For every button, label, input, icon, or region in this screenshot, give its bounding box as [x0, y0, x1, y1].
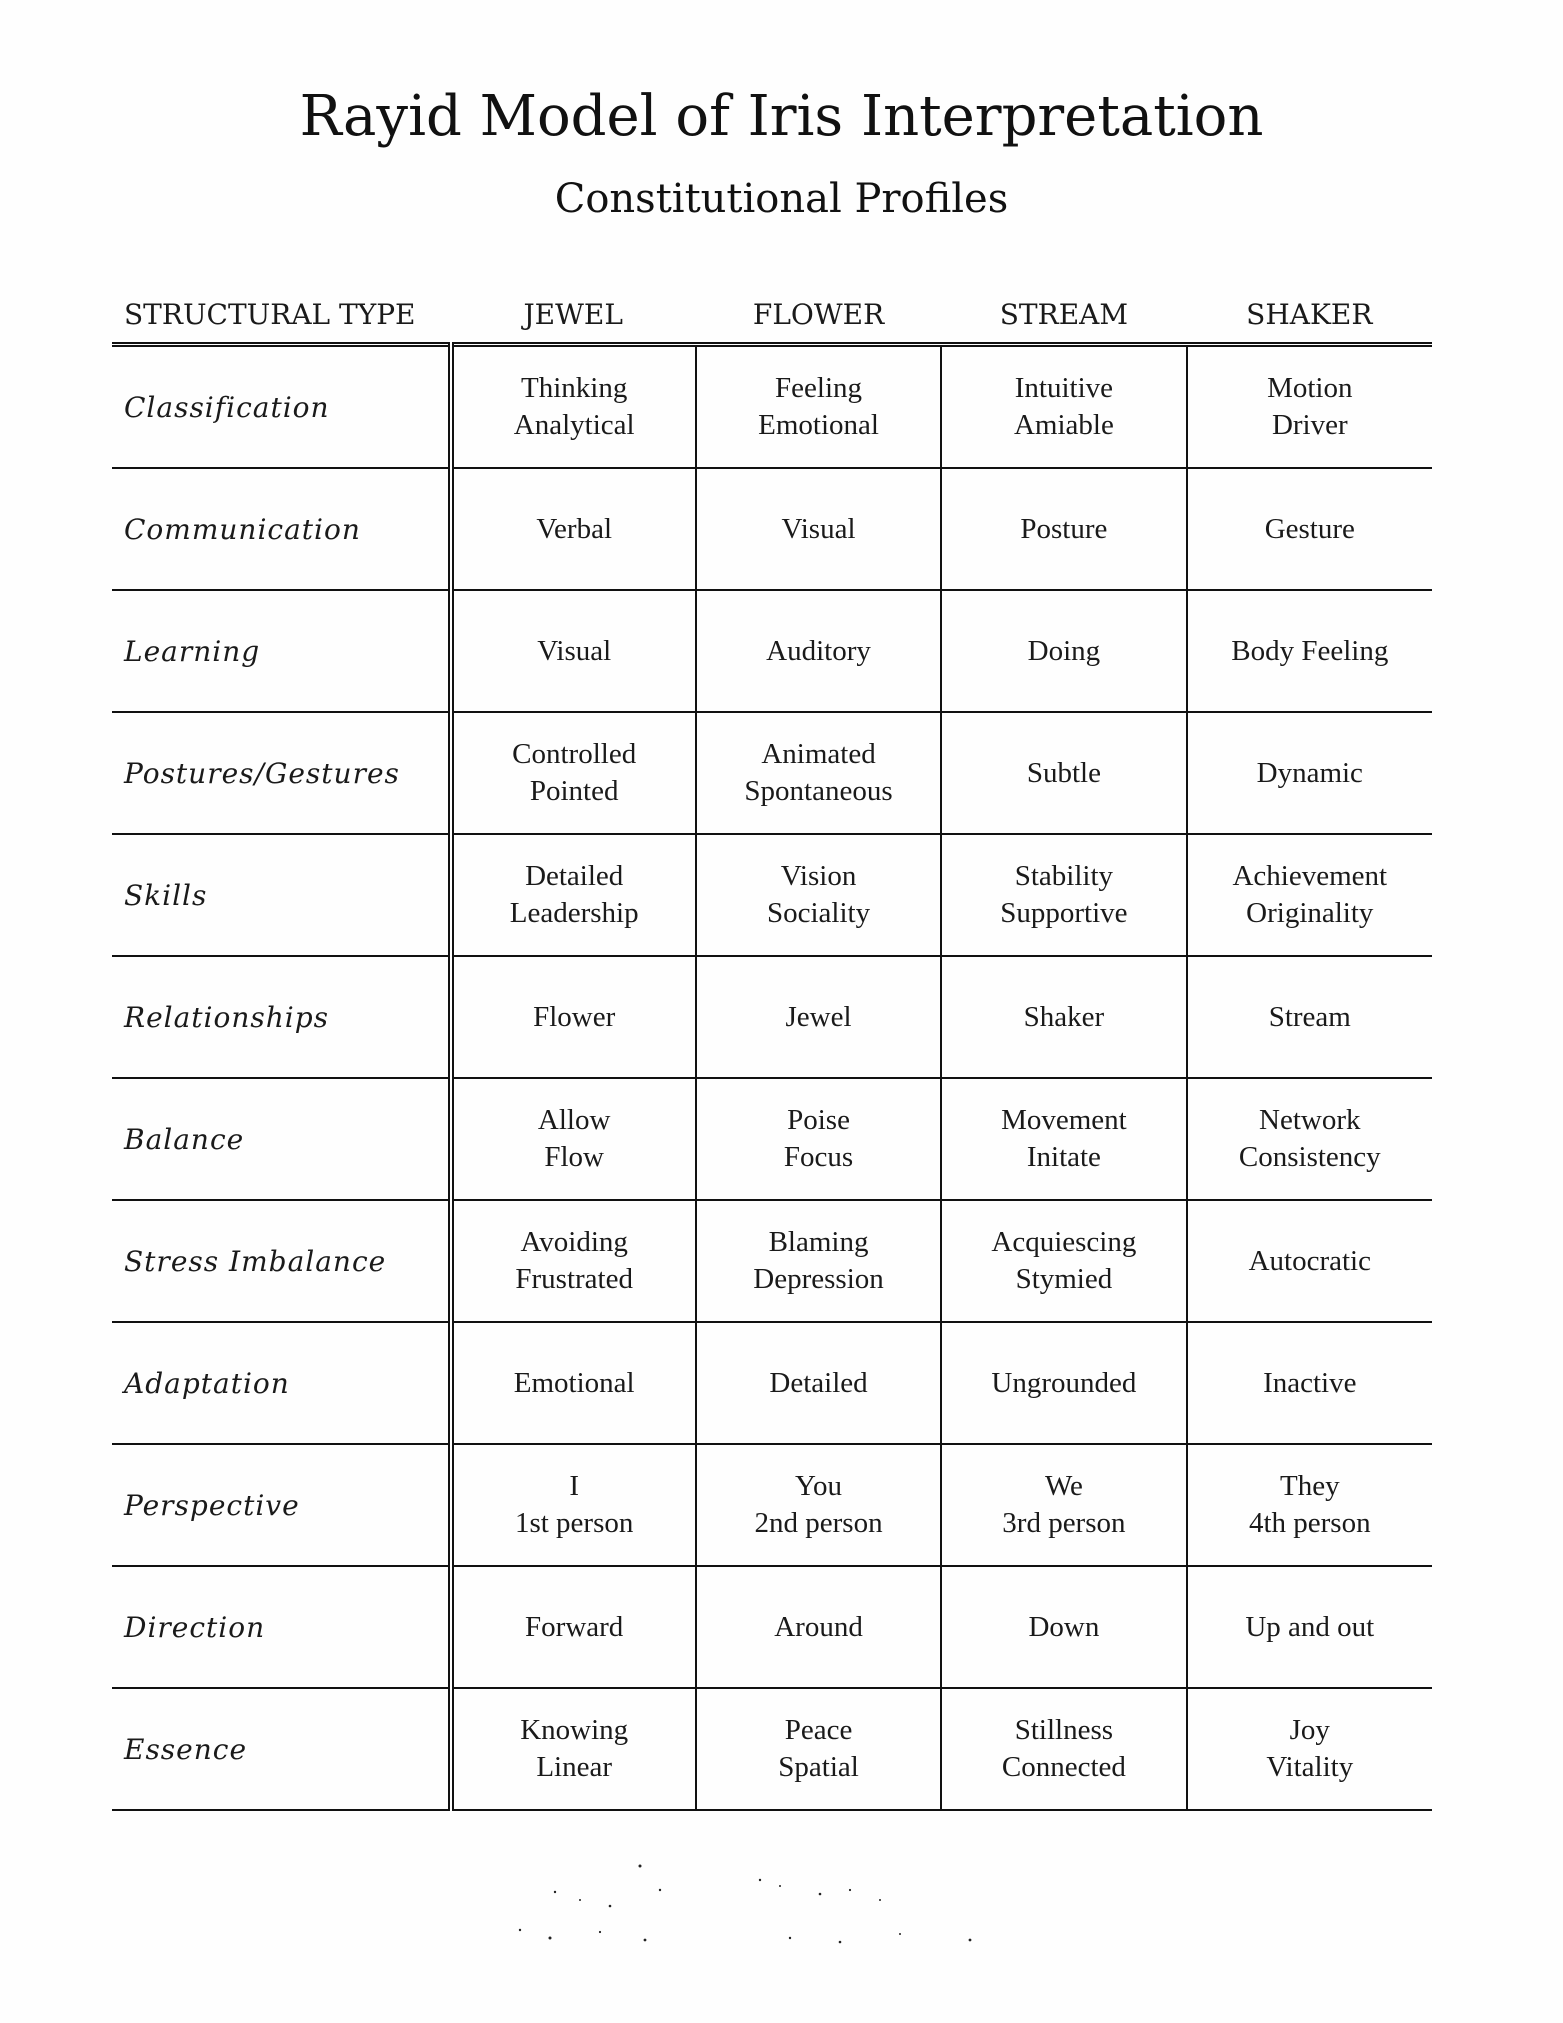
table-cell-stream: [941, 1566, 1186, 1688]
table-cell-shaker: [1187, 1322, 1432, 1444]
table-body: [112, 345, 1432, 1811]
cell-text: Spontaneous: [744, 775, 893, 807]
table-cell-flower: [696, 590, 941, 712]
cell-text: Poise: [787, 1104, 850, 1136]
cell-text: Initate: [1026, 1141, 1101, 1173]
cell-text: Leadership: [509, 897, 639, 929]
cell-text: Originality: [1246, 897, 1374, 929]
row-label: Stress Imbalance: [112, 1200, 451, 1322]
table-cell-flower: [696, 712, 941, 834]
cell-text: Feeling: [775, 372, 863, 404]
table-cell-flower: [696, 1322, 941, 1444]
table-cell-jewel: [451, 1078, 696, 1200]
profiles-table: [112, 286, 1432, 1811]
table-cell-flower: [696, 345, 941, 469]
column-header-structural-type: STRUCTURAL TYPE: [112, 286, 451, 345]
cell-text: 1st person: [514, 1507, 634, 1539]
cell-text: 4th person: [1248, 1507, 1371, 1539]
column-header-stream: STREAM: [941, 286, 1186, 345]
table-cell-jewel: [451, 345, 696, 469]
table-row: [112, 590, 1432, 712]
cell-text: Shaker: [1023, 1000, 1105, 1033]
table-cell-shaker: [1187, 956, 1432, 1078]
scan-noise-specks: [460, 1860, 1060, 1950]
cell-text: Intuitive: [1014, 372, 1114, 404]
cell-text: Autocratic: [1248, 1244, 1371, 1277]
row-label: Direction: [112, 1566, 451, 1688]
table-cell-stream: [941, 1444, 1186, 1566]
cell-text: Emotional: [758, 409, 879, 441]
table-cell-jewel: [451, 1688, 696, 1810]
cell-text: Forward: [525, 1610, 624, 1643]
table-cell-flower: [696, 1688, 941, 1810]
table-row: [112, 834, 1432, 956]
cell-text: Stymied: [1015, 1263, 1113, 1295]
cell-text: Stillness: [1014, 1714, 1114, 1746]
column-header-shaker: SHAKER: [1187, 286, 1432, 345]
cell-text: Down: [1028, 1610, 1100, 1643]
cell-text: Linear: [536, 1751, 613, 1783]
column-header-jewel: JEWEL: [451, 286, 696, 345]
table-cell-flower: [696, 1078, 941, 1200]
table-cell-shaker: [1187, 1200, 1432, 1322]
table-row: [112, 956, 1432, 1078]
cell-text: Flow: [544, 1141, 604, 1173]
table-cell-jewel: [451, 956, 696, 1078]
cell-text: 3rd person: [1002, 1507, 1126, 1539]
table-cell-jewel: [451, 1444, 696, 1566]
cell-text: We: [1044, 1470, 1083, 1502]
cell-text: Dynamic: [1256, 756, 1363, 789]
cell-text: Controlled: [512, 738, 637, 770]
cell-text: I: [569, 1470, 580, 1502]
cell-text: Acquiescing: [991, 1226, 1137, 1258]
table-cell-stream: [941, 1078, 1186, 1200]
table-cell-flower: [696, 468, 941, 590]
cell-text: Driver: [1271, 409, 1348, 441]
cell-text: Amiable: [1013, 409, 1114, 441]
cell-text: Sociality: [766, 897, 871, 929]
cell-text: Verbal: [536, 512, 613, 545]
cell-text: Knowing: [520, 1714, 629, 1746]
cell-text: They: [1279, 1470, 1340, 1502]
table-cell-jewel: [451, 834, 696, 956]
cell-text: Up and out: [1245, 1610, 1375, 1643]
cell-text: Stream: [1268, 1000, 1351, 1033]
table-row: [112, 1566, 1432, 1688]
table-cell-flower: [696, 956, 941, 1078]
column-header-flower: FLOWER: [696, 286, 941, 345]
table-row: [112, 1322, 1432, 1444]
table-cell-jewel: [451, 1322, 696, 1444]
cell-text: Visual: [781, 512, 856, 545]
table-cell-jewel: [451, 712, 696, 834]
cell-text: Connected: [1001, 1751, 1126, 1783]
table-header-row: [112, 286, 1432, 345]
row-label: Classification: [112, 345, 451, 469]
row-label: Skills: [112, 834, 451, 956]
table-cell-stream: [941, 345, 1186, 469]
cell-text: Subtle: [1026, 756, 1101, 789]
cell-text: Visual: [537, 634, 612, 667]
table-cell-flower: [696, 1200, 941, 1322]
cell-text: Body Feeling: [1231, 634, 1389, 667]
page-title: Rayid Model of Iris Interpretation: [299, 84, 1264, 149]
cell-text: Detailed: [525, 860, 624, 892]
row-label: Perspective: [112, 1444, 451, 1566]
cell-text: Blaming: [768, 1226, 869, 1258]
table-cell-shaker: [1187, 590, 1432, 712]
row-label: Relationships: [112, 956, 451, 1078]
cell-text: Depression: [753, 1263, 884, 1295]
table-cell-stream: [941, 834, 1186, 956]
table-cell-stream: [941, 1200, 1186, 1322]
cell-text: Gesture: [1264, 512, 1355, 545]
row-label: Essence: [112, 1688, 451, 1810]
cell-text: Animated: [761, 738, 876, 770]
cell-text: Pointed: [529, 775, 619, 807]
cell-text: You: [795, 1470, 843, 1502]
cell-text: Avoiding: [520, 1226, 628, 1258]
table-cell-stream: [941, 1322, 1186, 1444]
cell-text: Around: [774, 1610, 863, 1643]
cell-text: Jewel: [785, 1000, 852, 1033]
table-cell-flower: [696, 1566, 941, 1688]
table-cell-stream: [941, 468, 1186, 590]
cell-text: Emotional: [513, 1366, 635, 1399]
row-label: Adaptation: [112, 1322, 451, 1444]
cell-text: Ungrounded: [991, 1366, 1137, 1399]
table-row: [112, 1444, 1432, 1566]
table-cell-shaker: [1187, 1078, 1432, 1200]
cell-text: Consistency: [1238, 1141, 1381, 1173]
cell-text: Detailed: [769, 1366, 868, 1399]
cell-text: Motion: [1267, 372, 1353, 404]
cell-text: Auditory: [766, 634, 871, 667]
table-cell-flower: [696, 1444, 941, 1566]
cell-text: Achievement: [1232, 860, 1388, 892]
cell-text: Vision: [780, 860, 857, 892]
table-cell-shaker: [1187, 712, 1432, 834]
table-row: [112, 1688, 1432, 1810]
cell-text: Posture: [1020, 512, 1108, 545]
table-cell-jewel: [451, 1200, 696, 1322]
row-label: Communication: [112, 468, 451, 590]
cell-text: Frustrated: [515, 1263, 633, 1295]
cell-text: Movement: [1001, 1104, 1127, 1136]
table-cell-shaker: [1187, 1444, 1432, 1566]
table-cell-stream: [941, 590, 1186, 712]
cell-text: Allow: [537, 1104, 611, 1136]
table-cell-stream: [941, 712, 1186, 834]
table-cell-jewel: [451, 590, 696, 712]
row-label: Learning: [112, 590, 451, 712]
cell-text: Network: [1259, 1104, 1361, 1136]
table-cell-shaker: [1187, 1566, 1432, 1688]
table-row: [112, 1200, 1432, 1322]
cell-text: Doing: [1027, 634, 1101, 667]
table-cell-stream: [941, 956, 1186, 1078]
cell-text: Analytical: [513, 409, 635, 441]
table-cell-stream: [941, 1688, 1186, 1810]
table-cell-shaker: [1187, 1688, 1432, 1810]
row-label: Balance: [112, 1078, 451, 1200]
cell-text: Inactive: [1263, 1366, 1357, 1399]
table-row: [112, 1078, 1432, 1200]
table-row: [112, 345, 1432, 469]
cell-text: Flower: [533, 1000, 616, 1033]
table-cell-shaker: [1187, 834, 1432, 956]
cell-text: Joy: [1289, 1714, 1330, 1746]
table-cell-shaker: [1187, 345, 1432, 469]
table-row: [112, 468, 1432, 590]
table-cell-shaker: [1187, 468, 1432, 590]
table-cell-flower: [696, 834, 941, 956]
table-cell-jewel: [451, 468, 696, 590]
cell-text: Stability: [1014, 860, 1114, 892]
cell-text: Focus: [783, 1141, 854, 1173]
table-cell-jewel: [451, 1566, 696, 1688]
cell-text: Thinking: [521, 372, 628, 404]
row-label: Postures/Gestures: [112, 712, 451, 834]
cell-text: Vitality: [1266, 1751, 1354, 1783]
table-row: [112, 712, 1432, 834]
cell-text: Supportive: [1000, 897, 1128, 929]
cell-text: Peace: [784, 1714, 853, 1746]
cell-text: 2nd person: [754, 1507, 883, 1539]
cell-text: Spatial: [778, 1751, 859, 1783]
page-subtitle: Constitutional Profiles: [554, 176, 1009, 222]
